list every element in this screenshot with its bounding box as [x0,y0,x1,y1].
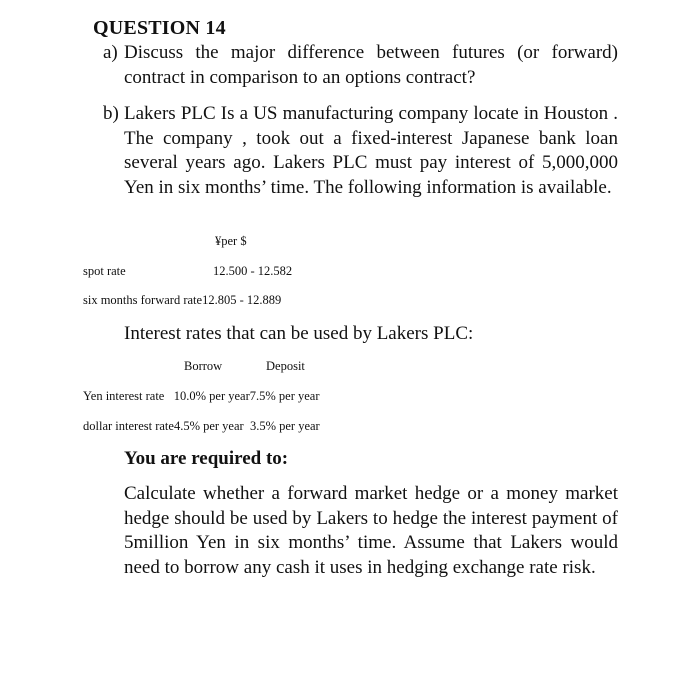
part-b-text: Lakers PLC Is a US manufacturing company locate in Houston . The company , took out a fixed-interest Japanese bank loan several years ago. Lakers PLC must pay interest of 5,000,000 Yen in six months’ time. The following information is available. [124,103,618,198]
yen-borrow-rate: 10.0% per year [173,389,250,403]
dollar-rate-label: dollar interest rate [83,419,174,433]
dollar-borrow-rate: 4.5% per year [173,419,244,433]
part-a-text: Discuss the major difference between futures (or forward) contract in comparison to an options contract? [124,42,618,88]
question-title: QUESTION 14 [93,17,226,39]
forward-rate-label: six months forward rate [83,293,203,307]
required-text: Calculate whether a forward market hedge or a money market hedge should be used by Lakers to hedge the interest payment of 5million Yen in six months’ time. Assume that Lakers would need to borrow any cash it uses in hedging exchange rate risk. [124,483,618,578]
spot-rate-label: spot rate [83,264,126,278]
dollar-rate-row [83,419,320,434]
exchange-table-header: ¥per $ [215,234,247,248]
part-b-label: b) [103,103,119,124]
spot-rate-value: 12.500 - 12.582 [213,264,293,278]
part-a-label: a) [103,42,118,63]
part-b [103,102,618,200]
dollar-deposit-rate: 3.5% per year [249,419,320,433]
forward-rate-row [83,293,281,308]
part-a [103,41,618,90]
deposit-header: Deposit [266,359,305,373]
interest-intro: Interest rates that can be used by Lakers PLC: [124,323,474,344]
yen-rate-row [83,389,320,404]
forward-rate-value: 12.805 - 12.889 [202,293,282,307]
yen-rate-label: Yen interest rate [83,389,165,403]
yen-deposit-rate: 7.5% per year [249,389,320,403]
required-heading: You are required to: [124,448,289,469]
borrow-header: Borrow [184,359,223,373]
